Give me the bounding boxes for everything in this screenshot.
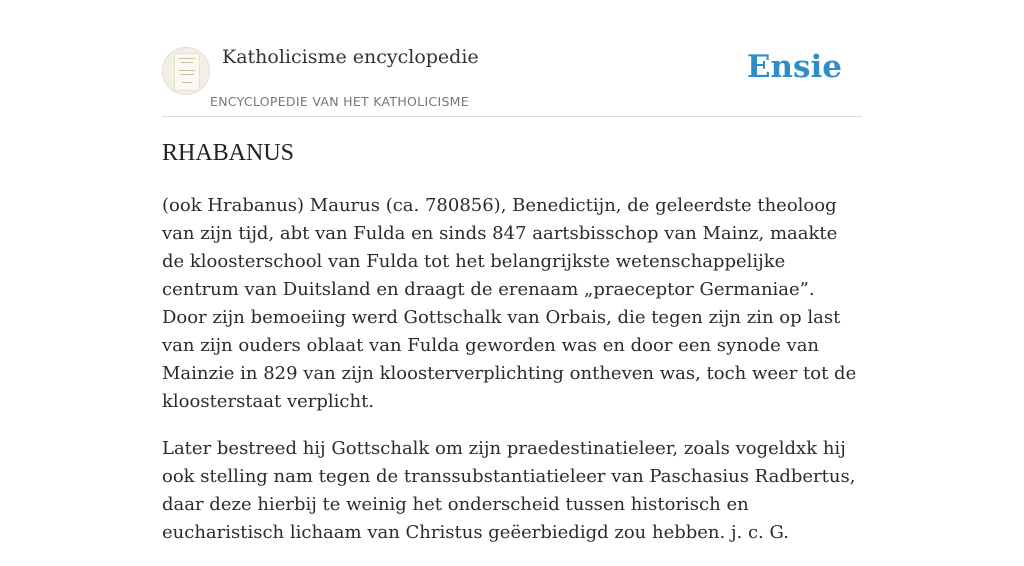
ensie-brand-link[interactable]: Ensie xyxy=(746,49,842,85)
entry-content xyxy=(162,192,862,566)
site-header xyxy=(162,40,862,117)
entry-paragraph: (ook Hrabanus) Maurus (ca. 780856), Benedictijn, de geleerdste theoloog van zijn tijd, abt van Fulda en sinds 847 aartsbisschop van Mainz, maakte de kloosterschool van Fulda tot het belangrijkste wetenschappelijke centrum van Duitsland en draagt de erenaam „praeceptor Germaniae”. Door zijn bemoeiing werd Gottschalk van Orbais, die tegen zijn zin op last van zijn ouders oblaat van Fulda geworden was en door een synode van Mainzie in 829 van zijn kloosterverplichting ontheven was, toch weer tot de kloosterstaat verplicht. xyxy=(162,195,857,412)
encyclopedia-logo[interactable] xyxy=(162,47,210,95)
site-title[interactable]: Katholicisme encyclopedie xyxy=(222,46,479,68)
entry-paragraph: Later bestreed hij Gottschalk om zijn praedestinatieleer, zoals vogeldxk hij ook stelling nam tegen de transsubstantiatieleer van Paschasius Radbertus, daar deze hierbij te weinig het onderscheid tussen historisch en eucharistisch lichaam van Christus geëerbiedigd zou hebben. j. c. G. xyxy=(162,438,856,543)
book-cover-icon xyxy=(174,53,200,91)
entry-title: RHABANUS xyxy=(162,140,295,166)
site-subtitle: ENCYCLOPEDIE VAN HET KATHOLICISME xyxy=(210,94,469,109)
